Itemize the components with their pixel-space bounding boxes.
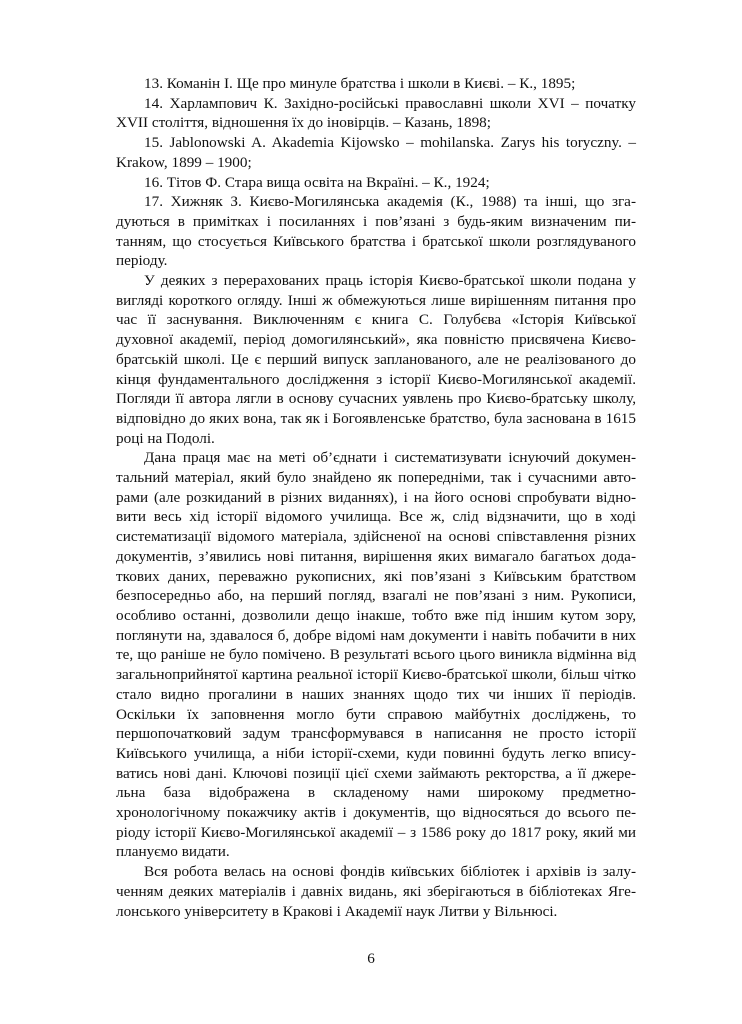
reference-13: 13. Команін І. Ще про минуле братства і школи в Києві. – К., 1895; bbox=[144, 75, 576, 92]
page-body bbox=[116, 74, 636, 921]
body-paragraph-1: У деяких з перерахованих праць історія Києво-братської школи подана у вигляді короткого огляду. Інші ж обмежуються лише вирішенням питання про час її заснування. Виключенням є книга С. Голубєва «Історія Київської духовної академії, період домогилянський», яка повністю присвячена Києво-братській школі. Це є перший випуск запланованого, але не реалізованого до кінця фундаментального дослідження з історії Києво-Могилянської академії. Погляди її автора лягли в основу сучасних уявлень про Києво-братську школу, відповідно до яких вона, так як і Богоявленське братство, була заснована в 1615 році на Подолі. bbox=[116, 272, 636, 447]
references-list bbox=[116, 74, 636, 271]
reference-15: 15. Jablonowski A. Akademia Kijowsko – mohilanska. Zarys his torуczny. – Krakow, 1899 – 1900; bbox=[116, 134, 636, 171]
reference-16: 16. Тітов Ф. Стара вища освіта на Вкраїні. – К., 1924; bbox=[144, 173, 490, 191]
body-paragraph-3: Вся робота велась на основі фондів київських бібліотек і архівів із залученням деяких матеріалів і давніх видань, які зберігаються в бібліотеках Ягелонського університету в Кракові і Академії наук Литви у Вільнюсі. bbox=[116, 863, 636, 920]
reference-14: 14. Харлампович К. Західно-російські православні школи XVI – початку XVII століття, відношення їх до іновірців. – Казань, 1898; bbox=[116, 94, 636, 132]
reference-17: 17. Хижняк З. Києво-Могилянська академія (К., 1988) та інші, що згадуються в примітках і посиланнях і пов’язані з будь-яким визначеним питанням, що стосується Київського братства і братської школи розглядуваного періоду. bbox=[116, 193, 636, 270]
page-number: 6 bbox=[367, 950, 375, 967]
body-paragraph-2: Дана праця має на меті об’єднати і систематизувати існуючий документальний матеріал, який було знайдено як попередніми, так і сучасними авторами (але розкиданий в різних виданнях), і на його основі спробувати відновити весь хід історії відомого училища. Все ж, слід відзначити, що в ході систематизації відомого матеріала, здійсненої на основі співставлення різних документів, з’явились нові питання, вирішення яких вимагало багатьох додаткових даних, переважно рукописних, які пов’язані з Київським братством безпосередньо або, на перший погляд, взагалі не пов’язані з ним. Рукописи, особливо останні, дозволили дещо інакше, тобто вже під іншим кутом зору, поглянути на, здавалося б, добре відомі нам документи і навіть побачити в них те, що раніше не було помічено. В результаті всього цього виникла відмінна від загальноприйнятої картина реальної історії Києво-братської школи, більш чітко стало видно прогалини в наших знаннях щодо тих чи інших її періодів. Оскільки їх заповнення могло бути справою майбутніх досліджень, то першопочатковий задум трансформувався в написання не просто історії Київського училища, а ніби історії-схеми, куди повинні будуть легко вписуватись нові дані. Ключові позиції цієї схеми займають ректорства, а її джерельна база відображена в складеному нами широкому предметно-хронологічному покажчику актів і документів, що відносяться до всього періоду історії Києво-Могилянської академії – з 1586 року до 1817 року, який ми плануємо видати. bbox=[116, 449, 636, 861]
